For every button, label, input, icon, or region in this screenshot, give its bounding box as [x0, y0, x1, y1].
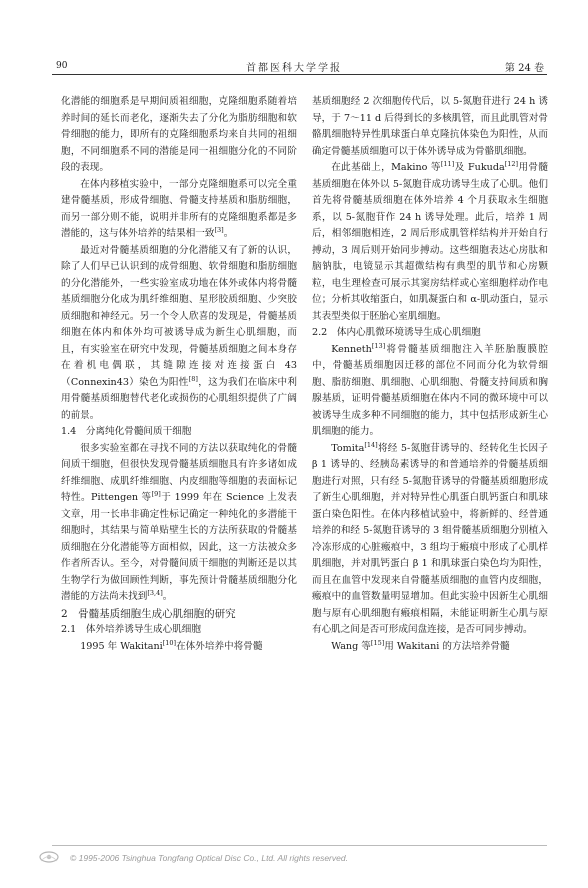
- citation: [15]: [370, 638, 385, 647]
- citation: [12]: [504, 159, 519, 168]
- paragraph-text: 及 Fukuda: [454, 162, 505, 173]
- right-column: [312, 94, 548, 655]
- header-rule: [52, 74, 547, 75]
- paragraph-text: 很多实验室都在寻找不同的方法以获取纯化的骨髓间质干细胞，但很快发现骨髓基质细胞具有许多诸如成纤维细胞、成肌纤维细胞、内皮细胞等细胞的表面标记特性。Pittengen 等: [61, 442, 297, 503]
- citation: [8]: [188, 374, 198, 383]
- paragraph: [312, 441, 548, 639]
- paragraph: [312, 342, 548, 441]
- paragraph: 基质细胞经 2 次细胞传代后，以 5-氮胞苷进行 24 h 诱导，于 7～11 d 后得到长的多核肌管，而且此肌管对骨骼肌细胞特异性肌球蛋白单克隆抗体染色为阳性，从而确定骨髓基质细胞可以于体外诱导成为骨骼肌细胞。: [312, 96, 548, 157]
- citation: [3,4]: [147, 588, 163, 597]
- paragraph-text: 用骨髓基质细胞在体外以 5-氮胞苷成功诱导生成了心肌。他们首先将骨髓基质细胞在体外培养 4 个月获取永生细胞系，以 5-氮胞苷作 24 h 诱导处理。此后，培养 1 周后，相邻细胞相连，2 周后形成肌管样结构并开始自行搏动，3 周后则开始同步搏动。这些细胞表达心房肽和脑钠肽，电镜显示其超微结构有典型的肌节和心房颗粒，电生理检查可展示其窦房结样或心室细胞样动作电位；分析其收缩蛋白，如肌凝蛋白和 α-肌动蛋白，显示其表型类似于胚胎心室肌细胞。: [312, 162, 549, 322]
- paragraph: [61, 639, 297, 656]
- page-number: 90: [56, 61, 68, 71]
- paragraph: [61, 177, 297, 243]
- paragraph: 化潜能的细胞系是早期间质祖细胞，克隆细胞系随着培养时间的延长而老化，逐渐失去了分化为脂肪细胞和软骨细胞的能力，即所有的克隆细胞系均来自共同的祖细胞，不同细胞系不同的潜能是同一祖细胞分化的不同阶段的表现。: [61, 96, 297, 173]
- paragraph: [312, 160, 548, 325]
- paragraph-text: Wang 等: [331, 640, 371, 652]
- paragraph: [312, 639, 548, 656]
- section-heading-2-1: 2.1 体外培养诱导生成心肌细胞: [61, 624, 201, 635]
- citation: [9]: [151, 489, 161, 498]
- paragraph-text: 于 1999 年在 Science 上发表文章，用一长串非确定性标记确定一种纯化的多潜能干细胞时，其结果与简单贴壁生长的方法所获取的骨髓基质细胞在分化潜能等方面相似，因此，这一方法被众多作者所否认。至今，对骨髓间质干细胞的判断还是以其生物学行为做回顾性判断，事先预计骨髓基质细胞分化潜能的方法尚未找到: [61, 492, 297, 602]
- paragraph-text: 将骨髓基质细胞注入羊胚胎腹膜腔中，骨髓基质细胞因迁移的部位不同而分化为软骨细胞、脂肪细胞、肌细胞、心肌细胞、骨髓支持间质和胸腺基质，证明骨髓基质细胞在体内不同的微环境中可以被诱导生成多种不同细胞的能力，其中包括形成新生心肌细胞的能力。: [312, 343, 548, 437]
- paragraph: [61, 441, 297, 606]
- paragraph-text: 在体内移植实验中，一部分克隆细胞系可以完全重建骨髓基质，形成骨细胞、骨髓支持基质和脂肪细胞，而另一部分则不能，说明并非所有的克隆细胞系都是多潜能的，这与体外培养的结果相一致: [61, 178, 297, 239]
- footer-rule: [52, 845, 547, 846]
- paragraph-text: 。: [223, 228, 234, 239]
- publisher-logo-icon: [38, 849, 60, 865]
- section-heading-1-4: 1.4 分离纯化骨髓间质干细胞: [61, 426, 192, 437]
- paragraph: [61, 243, 297, 425]
- citation: [14]: [364, 440, 378, 449]
- paragraph-text: ，这为我们在临床中利用骨髓基质细胞替代老化或损伤的心肌组织提供了广阔的前景。: [61, 376, 297, 421]
- paragraph-text: 用 Wakitani 的方法培养骨髓: [384, 640, 510, 652]
- paragraph-text: 在体外培养中将骨髓: [176, 640, 263, 652]
- citation: [13]: [371, 341, 386, 350]
- paragraph-text: Tomita: [331, 442, 365, 454]
- paragraph-text: 将经 5-氮胞苷诱导的、经转化生长因子 β 1 诱导的、经胰岛素诱导的和普通培养的骨髓基质细胞进行对照，只有经 5-氮胞苷诱导的骨髓基质细胞形成了新生心肌细胞，并对特异性心肌蛋白肌钙蛋白和肌球蛋白染色阳性。在体内移植试验中，将新鲜的、经普通培养的和经 5-氮胞苷诱导的 3 组骨髓基质细胞分别植入冷冻形成的心脏瘢痕中，3 组均于瘢痕中形成了心肌样肌细胞，并对肌钙蛋白 β 1 和肌球蛋白染色均为阳性，而且在血管中发现来自骨髓基质细胞的血管内皮细胞，瘢痕中的血管数量明显增加。但此实验中因新生心肌细胞与原有心肌细胞有瘢痕相隔，未能证明新生心肌与原有心肌之间是否可形成闰盘连接，是否可同步搏动。: [312, 442, 548, 635]
- citation: [11]: [440, 159, 455, 168]
- paragraph-text: 。: [162, 591, 173, 602]
- left-column: [61, 94, 297, 655]
- citation: [3]: [214, 225, 224, 234]
- citation: [10]: [162, 638, 177, 647]
- section-heading-2-2: 2.2 体内心肌微环境诱导生成心肌细胞: [312, 327, 481, 338]
- journal-title: 首都医科大学学报: [246, 63, 342, 74]
- section-heading-2: 2 骨髓基质细胞生成心肌细胞的研究: [61, 607, 236, 620]
- copyright-notice: © 1995-2006 Tsinghua Tongfang Optical Disc Co., Ltd. All rights reserved.: [70, 853, 348, 863]
- paragraph-text: 最近对骨髓基质细胞的分化潜能又有了新的认识，除了人们早已认识到的成骨细胞、软骨细胞和脂肪细胞的分化潜能外，一些实验室成功地在体外或体内将骨髓基质细胞分化成为肌纤维细胞、星形胶质细胞、少突胶质细胞和神经元。另一个令人欣喜的发现是，骨髓基质细胞在体内和体外均可被诱导成为新生心肌细胞，而且，有实验室在研究中发现，骨髓基质细胞之间本身存在着机电偶联，其缝隙连接对连接蛋白 43（Connexin43）染色为阳性: [61, 244, 297, 388]
- paragraph-text: 1995 年 Wakitani: [80, 640, 163, 652]
- paragraph-text: Kenneth: [331, 343, 372, 355]
- paragraph-text: 在此基础上，Makino 等: [331, 162, 441, 173]
- volume-label: 第 24 卷: [504, 63, 544, 74]
